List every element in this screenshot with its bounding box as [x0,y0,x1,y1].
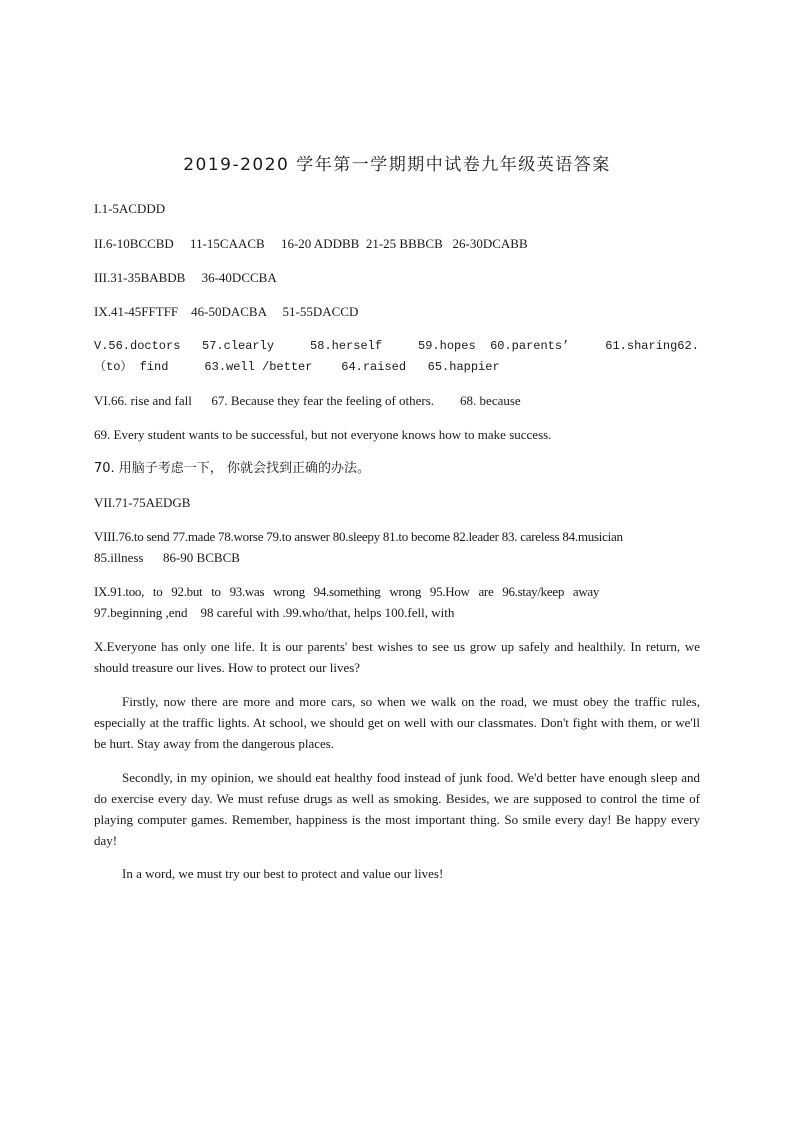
essay-intro: X.Everyone has only one life. It is our parents' best wishes to see us grow up safely and healthily. In return, we should treasure our lives. How to protect our lives? [94,639,700,675]
page-title: 2019-2020 学年第一学期期中试卷九年级英语答案 [183,155,611,175]
section-8-answers-line-2: 85.illness 86-90 BCBCB [94,550,240,565]
essay-paragraph-1: Firstly, now there are more and more cars, so when we walk on the road, we must obey the traffic rules, especially at the traffic lights. At school, we should get on well with our classmates. Don't fight with them, or we'll be hurt. Stay away from the dangerous places. [94,694,700,751]
section-1-answers: I.1-5ACDDD [94,201,166,216]
section-4-answers: IX.41-45FFTFF 46-50DACBA 51-55DACCD [94,304,359,319]
section-7-answers: VII.71-75AEDGB [94,495,191,510]
section-9-answers-line-1: IX.91.too, to 92.but to 93.was wrong 94.something wrong 95.How are 96.stay/keep away [94,584,600,599]
essay-paragraph-2: Secondly, in my opinion, we should eat healthy food instead of junk food. We'd better have enough sleep and do exercise every day. We must refuse drugs as well as smoking. Besides, we are supposed to control the time of playing computer games. Remember, happiness is the most important thing. So smile every day! Be happy every day! [94,770,700,848]
section-2-answers: II.6-10BCCBD 11-15CAACB 16-20 ADDBB 21-25 BBBCB 26-30DCABB [94,236,528,251]
section-6-answers-line-1: VI.66. rise and fall 67. Because they fear the feeling of others. 68. because [94,393,521,408]
section-6-answers-line-3: 70. 用脑子考虑一下， 你就会找到正确的办法。 [94,461,370,476]
section-3-answers: III.31-35BABDB 36-40DCCBA [94,270,277,285]
section-8-answers-line-1: VIII.76.to send 77.made 78.worse 79.to answer 80.sleepy 81.to become 82.leader 83. careless 84.musician [94,529,623,544]
section-9-answers-line-2: 97.beginning ,end 98 careful with .99.who/that, helps 100.fell, with [94,605,455,620]
section-6-answers-line-2: 69. Every student wants to be successful, but not everyone knows how to make success. [94,427,552,442]
essay-paragraph-3: In a word, we must try our best to protect and value our lives! [122,866,444,881]
section-5-answers-line-1: V.56.doctors 57.clearly 58.herself 59.hopes 60.parents’ 61.sharing62. [94,339,699,353]
section-5-answers-line-2: （to） find 63.well /better 64.raised 65.happier [94,360,500,374]
